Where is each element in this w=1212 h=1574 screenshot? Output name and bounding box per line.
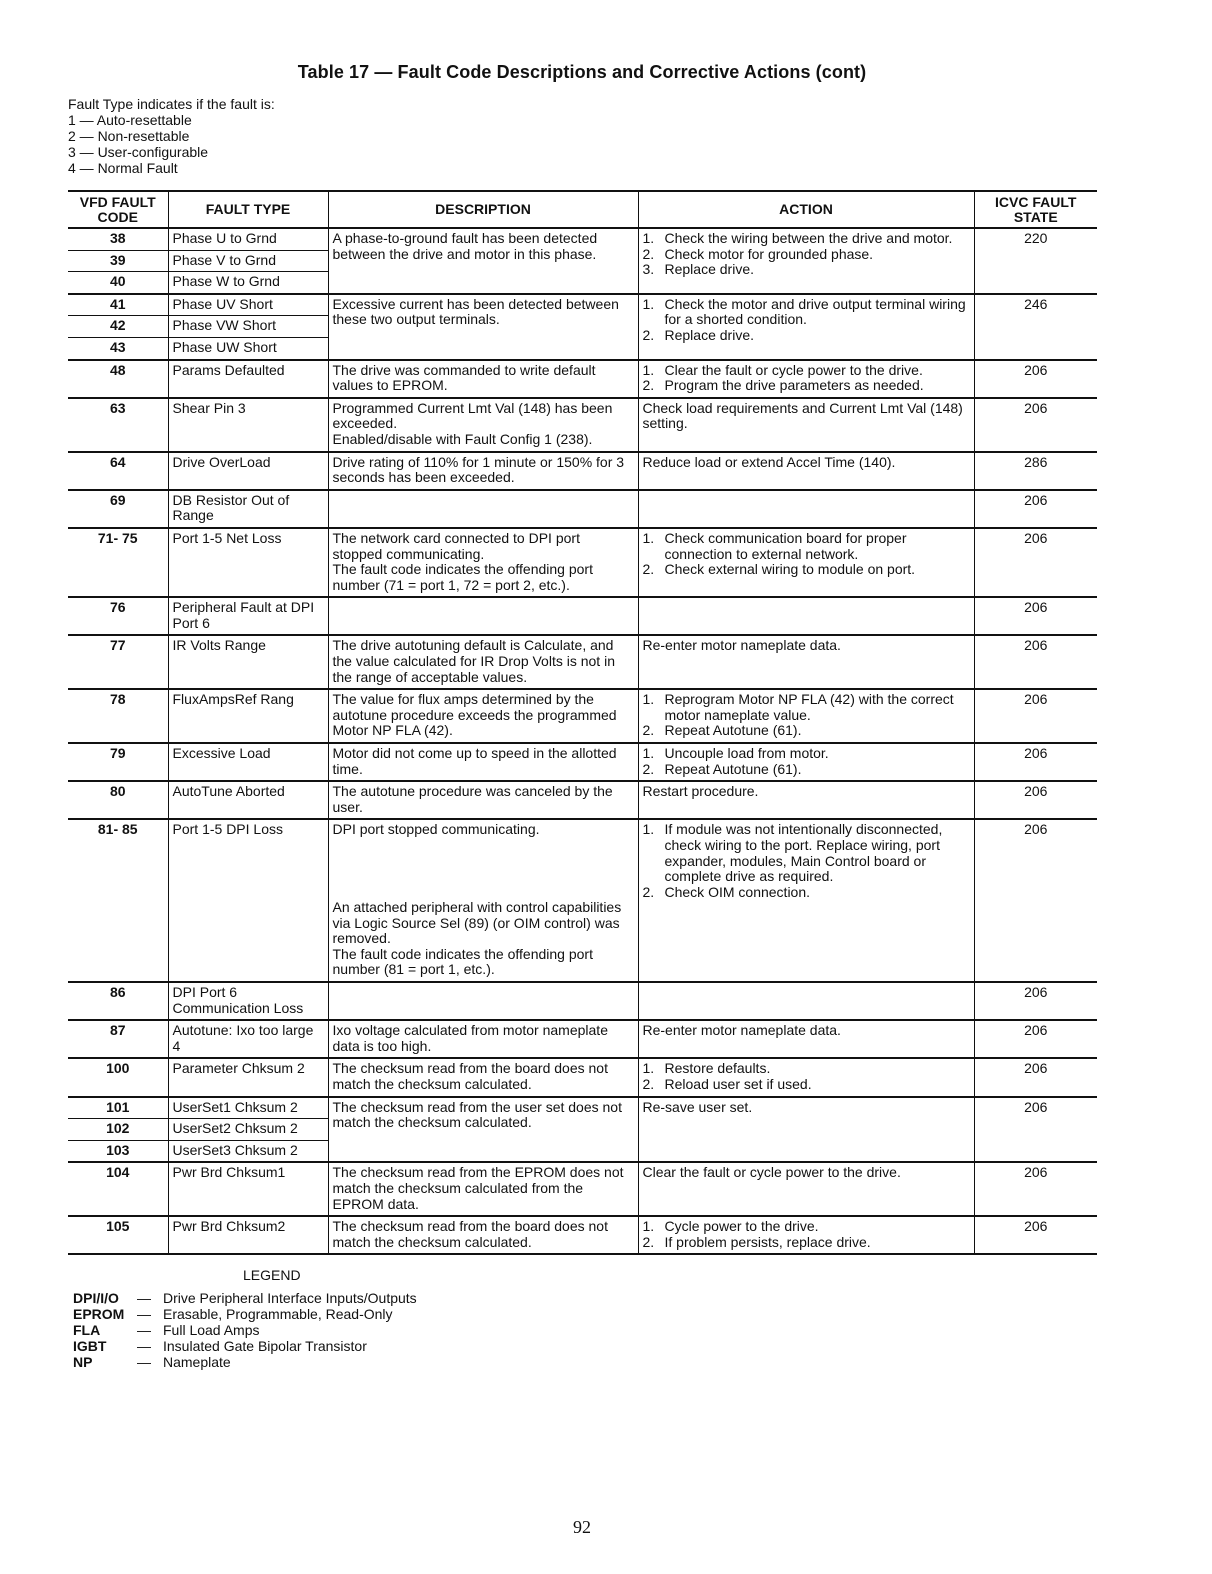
icvc-fault-state: 206 — [974, 1097, 1097, 1163]
action: 1. Restore defaults. 2. Reload user set if used. — [638, 1058, 974, 1096]
icvc-fault-state: 220 — [974, 228, 1097, 294]
fault-type: Phase VW Short — [168, 316, 328, 338]
action: Reduce load or extend Accel Time (140). — [638, 452, 974, 490]
fault-code: 43 — [68, 337, 168, 359]
fault-code: 71- 75 — [68, 528, 168, 597]
table-row — [68, 1020, 1097, 1058]
table-row — [68, 781, 1097, 819]
icvc-fault-state: 206 — [974, 689, 1097, 743]
fault-type: UserSet1 Chksum 2 — [168, 1097, 328, 1119]
table-row — [68, 490, 1097, 528]
description: Drive rating of 110% for 1 minute or 150% for 3 seconds has been exceeded. — [328, 452, 638, 490]
description: The drive was commanded to write default values to EPROM. — [328, 360, 638, 398]
legend-definition: Erasable, Programmable, Read-Only — [163, 1306, 393, 1322]
action: 1. Cycle power to the drive. 2. If problem persists, replace drive. — [638, 1216, 974, 1254]
header-description: DESCRIPTION — [328, 191, 638, 228]
legend-abbr: FLA — [73, 1322, 101, 1338]
fault-type: FluxAmpsRef Rang — [168, 689, 328, 743]
description: Excessive current has been detected between these two output terminals. — [328, 294, 638, 360]
description — [328, 597, 638, 635]
fault-code: 77 — [68, 635, 168, 689]
fault-type: Drive OverLoad — [168, 452, 328, 490]
header-fault-type: FAULT TYPE — [168, 191, 328, 228]
fault-code: 69 — [68, 490, 168, 528]
fault-code: 42 — [68, 316, 168, 338]
icvc-fault-state: 206 — [974, 490, 1097, 528]
action: Re-save user set. — [638, 1097, 974, 1163]
fault-code: 86 — [68, 982, 168, 1020]
icvc-fault-state: 286 — [974, 452, 1097, 490]
icvc-fault-state: 206 — [974, 743, 1097, 781]
icvc-fault-state: 206 — [974, 982, 1097, 1020]
description: The checksum read from the board does not match the checksum calculated. — [328, 1058, 638, 1096]
table-row — [68, 743, 1097, 781]
table-title: Table 17 — Fault Code Descriptions and Corrective Actions (cont) — [297, 62, 867, 82]
action — [638, 982, 974, 1020]
legend-item: IGBT — Insulated Gate Bipolar Transistor — [73, 1338, 367, 1354]
table-row — [68, 1162, 1097, 1216]
legend-item: NP — Nameplate — [73, 1354, 231, 1370]
table-row — [68, 452, 1097, 490]
fault-code: 87 — [68, 1020, 168, 1058]
legend-item: DPI/I/O — Drive Peripheral Interface Inputs/Outputs — [73, 1290, 417, 1306]
icvc-fault-state: 206 — [974, 1216, 1097, 1254]
fault-code: 80 — [68, 781, 168, 819]
table-row — [68, 228, 1097, 250]
table-row — [68, 398, 1097, 452]
fault-type: Phase UW Short — [168, 337, 328, 359]
action: Clear the fault or cycle power to the drive. — [638, 1162, 974, 1216]
fault-type: DPI Port 6 Communication Loss — [168, 982, 328, 1020]
legend-abbr: EPROM — [73, 1306, 125, 1322]
description — [328, 982, 638, 1020]
fault-type: Phase W to Grnd — [168, 272, 328, 294]
action: Re-enter motor nameplate data. — [638, 1020, 974, 1058]
legend-definition: Nameplate — [163, 1354, 231, 1370]
legend-abbr: IGBT — [73, 1338, 107, 1354]
action: Re-enter motor nameplate data. — [638, 635, 974, 689]
fault-code: 41 — [68, 294, 168, 316]
icvc-fault-state: 206 — [974, 1162, 1097, 1216]
description: The checksum read from the board does not match the checksum calculated. — [328, 1216, 638, 1254]
table-row — [68, 819, 1097, 982]
description: DPI port stopped communicating. An attached peripheral with control capabilities via Logic Source Sel (89) (or OIM control) was removed. The fault code indicates the offending port number (81 = port 1, etc.). — [328, 819, 638, 982]
fault-type: Autotune: Ixo too large 4 — [168, 1020, 328, 1058]
fault-code: 103 — [68, 1140, 168, 1162]
fault-type: AutoTune Aborted — [168, 781, 328, 819]
fault-type: Pwr Brd Chksum1 — [168, 1162, 328, 1216]
action: 1. Clear the fault or cycle power to the drive. 2. Program the drive parameters as needed. — [638, 360, 974, 398]
table-row — [68, 597, 1097, 635]
fault-type: DB Resistor Out of Range — [168, 490, 328, 528]
fault-type: IR Volts Range — [168, 635, 328, 689]
fault-type: Phase UV Short — [168, 294, 328, 316]
fault-type: Pwr Brd Chksum2 — [168, 1216, 328, 1254]
fault-type: Params Defaulted — [168, 360, 328, 398]
fault-type-item: 4 — Normal Fault — [68, 160, 178, 176]
legend-title: LEGEND — [243, 1267, 301, 1283]
action: 1. Check the wiring between the drive and motor. 2. Check motor for grounded phase. 3. Replace drive. — [638, 228, 974, 294]
legend — [73, 1290, 417, 1370]
fault-type: Shear Pin 3 — [168, 398, 328, 452]
fault-code: 78 — [68, 689, 168, 743]
fault-type: UserSet3 Chksum 2 — [168, 1140, 328, 1162]
description: The drive autotuning default is Calculate, and the value calculated for IR Drop Volts is not in the range of acceptable values. — [328, 635, 638, 689]
description: Ixo voltage calculated from motor nameplate data is too high. — [328, 1020, 638, 1058]
fault-type-item: 3 — User-configurable — [68, 144, 209, 160]
description: The checksum read from the user set does not match the checksum calculated. — [328, 1097, 638, 1163]
fault-code: 38 — [68, 228, 168, 250]
fault-code: 104 — [68, 1162, 168, 1216]
description: The autotune procedure was canceled by the user. — [328, 781, 638, 819]
fault-type: UserSet2 Chksum 2 — [168, 1119, 328, 1141]
table-row — [68, 1097, 1097, 1119]
action: 1. If module was not intentionally disconnected, check wiring to the port. Replace wiring, port expander, modules, Main Control board or complete drive as required. 2. Check OIM connection. — [638, 819, 974, 982]
table-row — [68, 528, 1097, 597]
legend-abbr: DPI/I/O — [73, 1290, 119, 1306]
icvc-fault-state: 206 — [974, 635, 1097, 689]
icvc-fault-state: 206 — [974, 1058, 1097, 1096]
fault-code: 76 — [68, 597, 168, 635]
action: Check load requirements and Current Lmt Val (148) setting. — [638, 398, 974, 452]
description: The checksum read from the EPROM does not match the checksum calculated from the EPROM data. — [328, 1162, 638, 1216]
icvc-fault-state: 206 — [974, 528, 1097, 597]
page-number: 92 — [573, 1517, 591, 1537]
table-row — [68, 982, 1097, 1020]
action: 1. Check the motor and drive output terminal wiring for a shorted condition. 2. Replace drive. — [638, 294, 974, 360]
legend-item: FLA — Full Load Amps — [73, 1322, 260, 1338]
table-row — [68, 1058, 1097, 1096]
fault-code: 102 — [68, 1119, 168, 1141]
fault-code: 100 — [68, 1058, 168, 1096]
fault-type-item: 1 — Auto-resettable — [68, 112, 192, 128]
icvc-fault-state: 206 — [974, 819, 1097, 982]
fault-code: 63 — [68, 398, 168, 452]
fault-type: Port 1-5 DPI Loss — [168, 819, 328, 982]
legend-item: EPROM — Erasable, Programmable, Read-Only — [73, 1306, 393, 1322]
intro-heading: Fault Type indicates if the fault is: — [68, 96, 275, 112]
table-row — [68, 1216, 1097, 1254]
icvc-fault-state: 206 — [974, 398, 1097, 452]
fault-type: Excessive Load — [168, 743, 328, 781]
fault-code: 101 — [68, 1097, 168, 1119]
header-vfd-fault-code: VFD FAULT CODE — [68, 191, 168, 228]
header-action: ACTION — [638, 191, 974, 228]
legend-definition: Drive Peripheral Interface Inputs/Outputs — [163, 1290, 417, 1306]
description: Programmed Current Lmt Val (148) has been exceeded. Enabled/disable with Fault Config 1 (238). — [328, 398, 638, 452]
table-row — [68, 635, 1097, 689]
fault-code: 81- 85 — [68, 819, 168, 982]
description: The network card connected to DPI port stopped communicating. The fault code indicates the offending port number (71 = port 1, 72 = port 2, etc.). — [328, 528, 638, 597]
fault-type-intro — [68, 96, 275, 176]
icvc-fault-state: 206 — [974, 781, 1097, 819]
action: Restart procedure. — [638, 781, 974, 819]
action — [638, 490, 974, 528]
fault-code: 64 — [68, 452, 168, 490]
description: A phase-to-ground fault has been detected between the drive and motor in this phase. — [328, 228, 638, 294]
fault-type: Phase V to Grnd — [168, 250, 328, 272]
fault-type: Parameter Chksum 2 — [168, 1058, 328, 1096]
description: Motor did not come up to speed in the allotted time. — [328, 743, 638, 781]
icvc-fault-state: 206 — [974, 1020, 1097, 1058]
action: 1. Reprogram Motor NP FLA (42) with the correct motor nameplate value. 2. Repeat Autotune (61). — [638, 689, 974, 743]
description: The value for flux amps determined by the autotune procedure exceeds the programmed Motor NP FLA (42). — [328, 689, 638, 743]
action: 1. Check communication board for proper connection to external network. 2. Check external wiring to module on port. — [638, 528, 974, 597]
fault-code: 105 — [68, 1216, 168, 1254]
table-row — [68, 360, 1097, 398]
fault-code: 39 — [68, 250, 168, 272]
icvc-fault-state: 246 — [974, 294, 1097, 360]
table-header-row — [68, 191, 1097, 228]
header-icvc-fault-state: ICVC FAULT STATE — [974, 191, 1097, 228]
icvc-fault-state: 206 — [974, 597, 1097, 635]
legend-abbr: NP — [73, 1354, 93, 1370]
legend-definition: Insulated Gate Bipolar Transistor — [163, 1338, 367, 1354]
legend-definition: Full Load Amps — [163, 1322, 260, 1338]
fault-code: 40 — [68, 272, 168, 294]
fault-type: Phase U to Grnd — [168, 228, 328, 250]
action — [638, 597, 974, 635]
icvc-fault-state: 206 — [974, 360, 1097, 398]
fault-code: 48 — [68, 360, 168, 398]
fault-code: 79 — [68, 743, 168, 781]
description — [328, 490, 638, 528]
fault-type: Port 1-5 Net Loss — [168, 528, 328, 597]
fault-code-table — [68, 190, 1097, 1255]
action: 1. Uncouple load from motor. 2. Repeat Autotune (61). — [638, 743, 974, 781]
fault-type-item: 2 — Non-resettable — [68, 128, 190, 144]
fault-type: Peripheral Fault at DPI Port 6 — [168, 597, 328, 635]
table-row — [68, 689, 1097, 743]
table-row — [68, 294, 1097, 316]
